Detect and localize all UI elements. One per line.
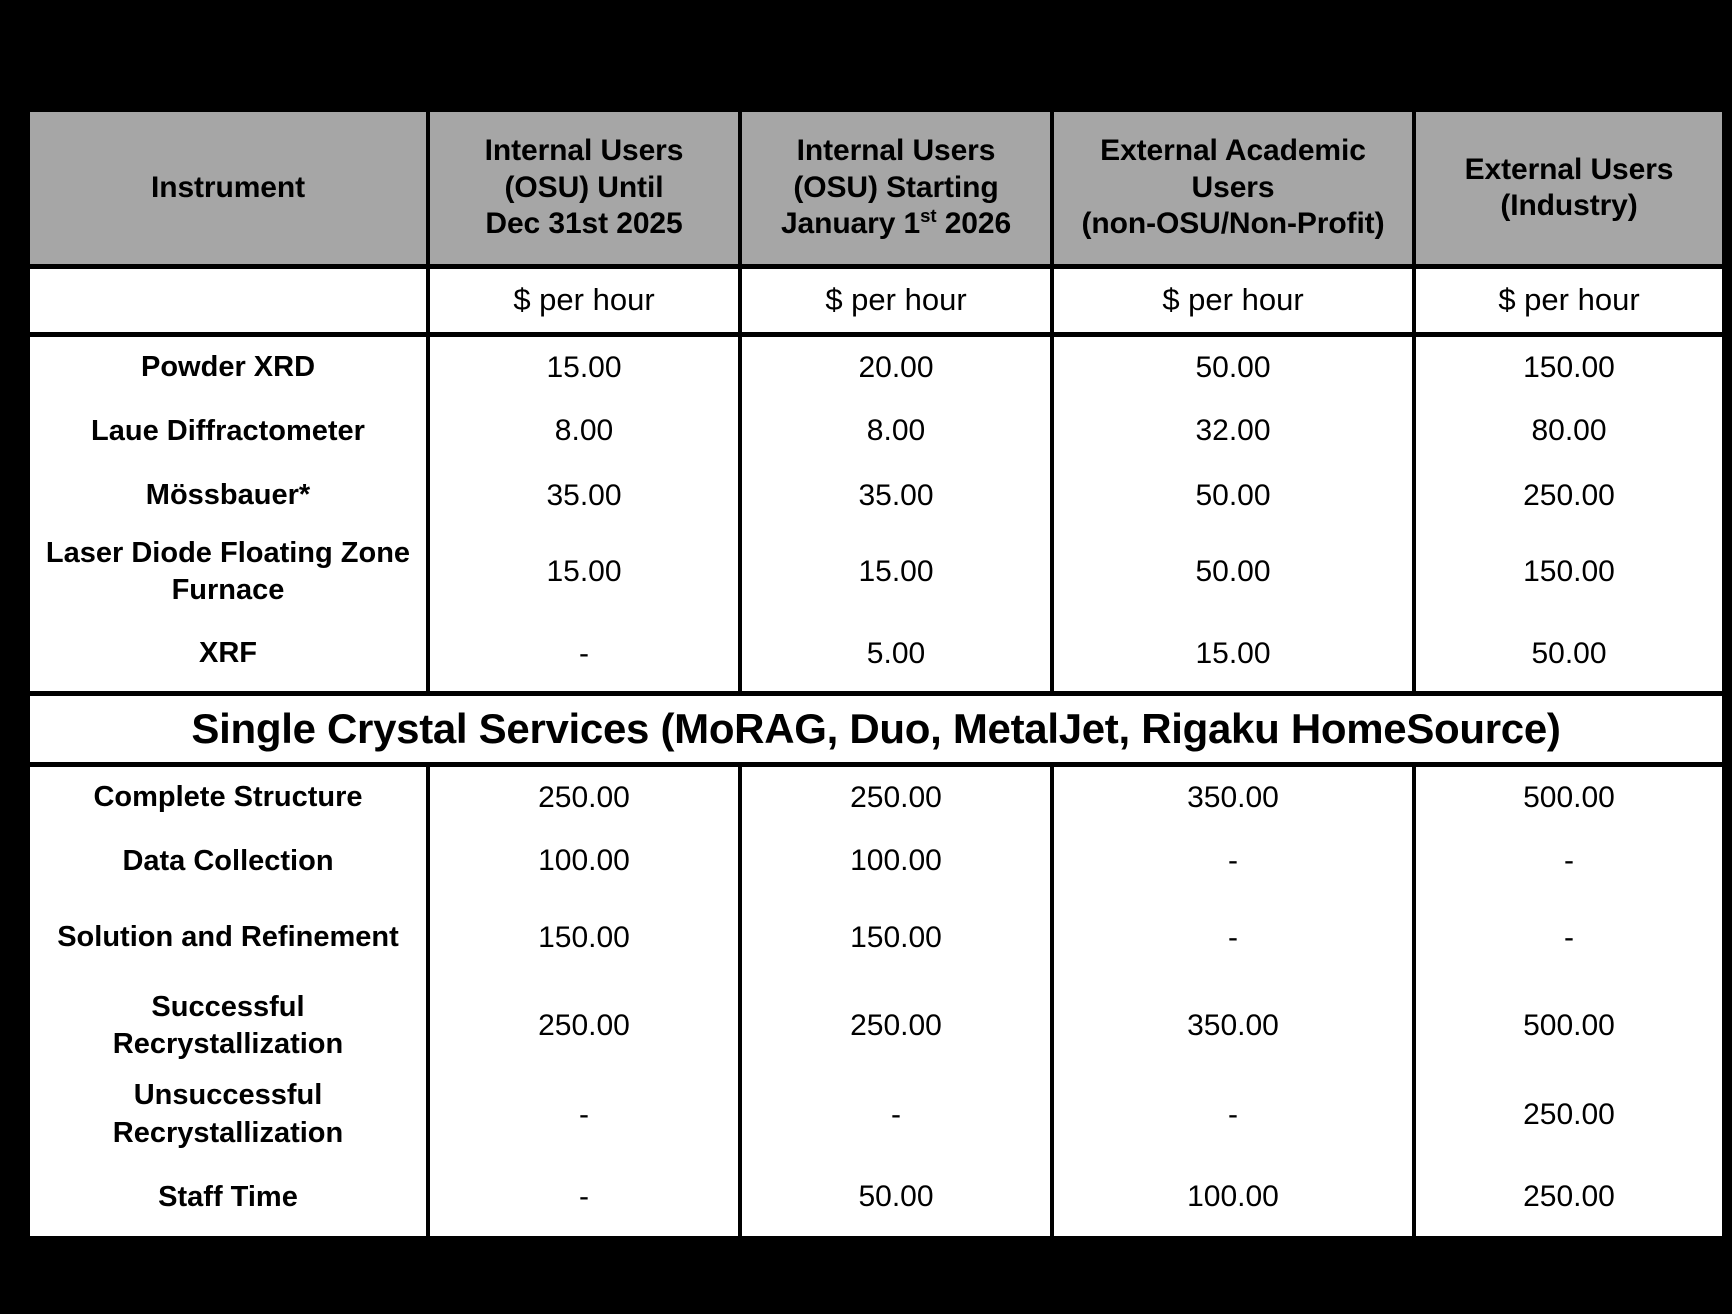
table-row [30,617,1722,694]
cell-internal-from-2026: - [740,1070,1052,1158]
cell-external-academic: - [1052,829,1414,894]
header-line-2: Users [1191,170,1275,204]
cell-internal-from-2026: 15.00 [740,528,1052,616]
table-row [30,1070,1722,1158]
row-label: Mössbauer* [30,464,428,529]
unit-cell-internal-until-2025: $ per hour [428,266,740,334]
column-header-instrument-label: Instrument [150,170,305,204]
row-label: Laser Diode Floating Zone Furnace [30,528,428,616]
table-row [30,982,1722,1070]
cell-internal-until-2025: 150.00 [428,893,740,981]
cell-external-academic: 50.00 [1052,464,1414,529]
cell-external-academic: 32.00 [1052,399,1414,464]
cell-internal-from-2026: 100.00 [740,829,1052,894]
instrument-rates-table [30,112,1722,1236]
cell-internal-from-2026: 35.00 [740,464,1052,529]
cell-external-industry: 250.00 [1414,1159,1722,1236]
cell-external-industry: - [1414,829,1722,894]
header-line-3: Dec 31st 2025 [485,207,683,241]
cell-external-industry: 80.00 [1414,399,1722,464]
ordinal-suffix: st [920,205,937,227]
cell-external-industry: 250.00 [1414,464,1722,529]
cell-internal-until-2025: - [428,1070,740,1158]
cell-external-academic: - [1052,893,1414,981]
row-label: Complete Structure [30,764,428,829]
cell-external-academic: - [1052,1070,1414,1158]
instrument-rates-table-container [30,112,1722,1236]
cell-external-industry: 500.00 [1414,764,1722,829]
cell-external-academic: 350.00 [1052,982,1414,1070]
column-header-instrument [30,112,428,266]
cell-internal-from-2026: 8.00 [740,399,1052,464]
table-row [30,528,1722,616]
row-label: Successful Recrystallization [30,982,428,1070]
header-line-2: (Industry) [1500,188,1638,222]
table-row [30,829,1722,894]
cell-internal-until-2025: - [428,617,740,694]
cell-external-academic: 100.00 [1052,1159,1414,1236]
column-header-external-academic [1052,112,1414,266]
cell-internal-from-2026: 150.00 [740,893,1052,981]
section-title-row [30,694,1722,764]
table-row [30,764,1722,829]
unit-cell-internal-from-2026: $ per hour [740,266,1052,334]
row-label: Data Collection [30,829,428,894]
cell-external-academic: 50.00 [1052,334,1414,399]
table-row [30,1159,1722,1236]
row-label: Powder XRD [30,334,428,399]
column-header-external-industry [1414,112,1722,266]
header-line-1: Internal Users [796,134,996,168]
cell-external-industry: 250.00 [1414,1070,1722,1158]
cell-external-industry: - [1414,893,1722,981]
cell-internal-until-2025: 15.00 [428,528,740,616]
unit-row [30,266,1722,334]
row-label: Staff Time [30,1159,428,1236]
cell-external-academic: 50.00 [1052,528,1414,616]
header-line-1: Internal Users [484,134,684,168]
cell-internal-until-2025: 15.00 [428,334,740,399]
cell-internal-until-2025: 250.00 [428,982,740,1070]
cell-internal-until-2025: 8.00 [428,399,740,464]
table-row [30,399,1722,464]
row-label: Laue Diffractometer [30,399,428,464]
cell-external-academic: 350.00 [1052,764,1414,829]
cell-external-industry: 150.00 [1414,528,1722,616]
cell-internal-until-2025: 100.00 [428,829,740,894]
cell-internal-from-2026: 250.00 [740,982,1052,1070]
cell-internal-until-2025: 250.00 [428,764,740,829]
section-title-single-crystal-services: Single Crystal Services (MoRAG, Duo, MetalJet, Rigaku HomeSource) [30,694,1722,764]
cell-external-industry: 150.00 [1414,334,1722,399]
cell-internal-from-2026: 250.00 [740,764,1052,829]
header-date-suffix: 2026 [936,207,1012,241]
header-date-prefix: January 1 [780,207,921,241]
cell-internal-from-2026: 20.00 [740,334,1052,399]
table-header-row [30,112,1722,266]
table-row [30,334,1722,399]
header-line-1: External Academic [1100,134,1366,168]
cell-internal-from-2026: 5.00 [740,617,1052,694]
unit-cell-instrument [30,266,428,334]
cell-internal-until-2025: - [428,1159,740,1236]
header-line-2: (OSU) Until [504,170,664,204]
header-line-1: External Users [1464,152,1674,186]
cell-internal-until-2025: 35.00 [428,464,740,529]
unit-cell-external-academic: $ per hour [1052,266,1414,334]
cell-external-industry: 50.00 [1414,617,1722,694]
table-row [30,464,1722,529]
column-header-internal-until-2025 [428,112,740,266]
header-line-3 [781,207,1011,240]
row-label: Solution and Refinement [30,893,428,981]
cell-internal-from-2026: 50.00 [740,1159,1052,1236]
header-line-3: (non-OSU/Non-Profit) [1081,207,1385,241]
cell-external-academic: 15.00 [1052,617,1414,694]
table-row [30,893,1722,981]
cell-external-industry: 500.00 [1414,982,1722,1070]
header-line-2: (OSU) Starting [793,170,999,204]
row-label: Unsuccessful Recrystallization [30,1070,428,1158]
column-header-internal-from-2026 [740,112,1052,266]
unit-cell-external-industry: $ per hour [1414,266,1722,334]
row-label: XRF [30,617,428,694]
